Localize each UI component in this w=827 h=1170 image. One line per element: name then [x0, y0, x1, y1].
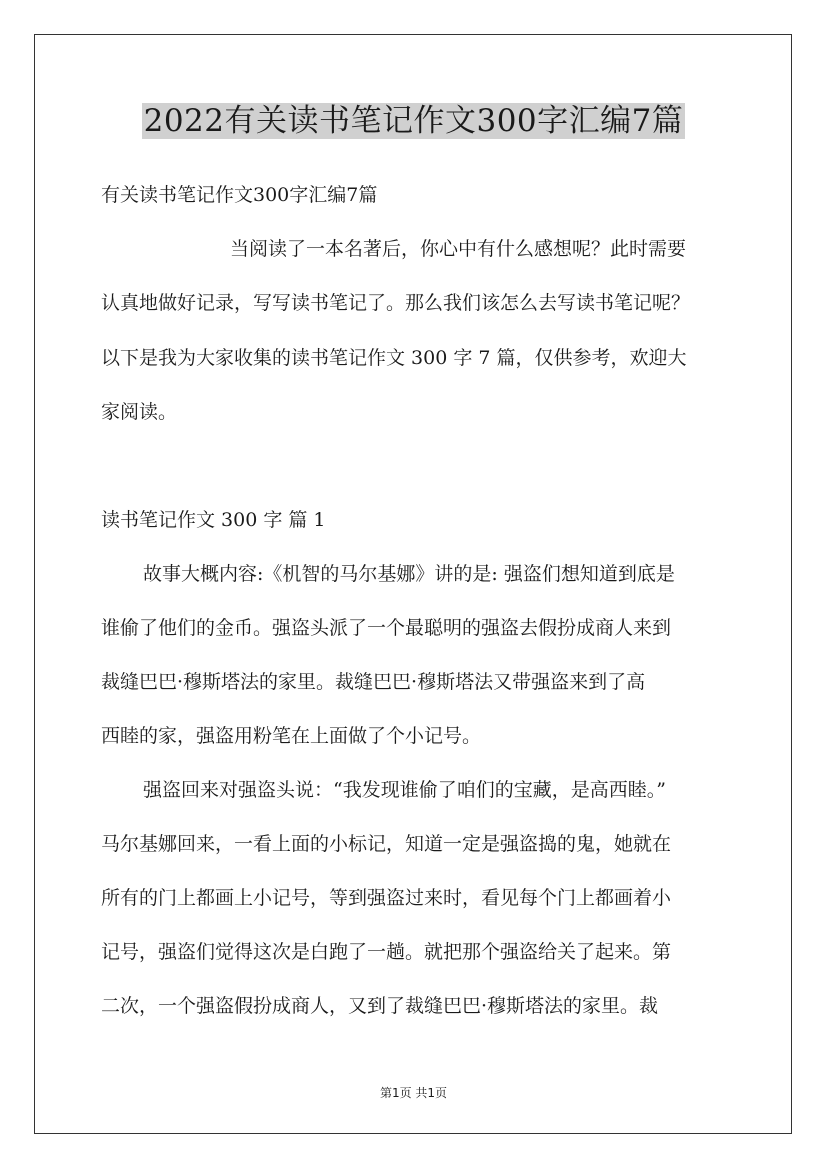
paragraph-line: 记号，强盗们觉得这次是白跑了一趟。就把那个强盗给关了起来。第 [101, 941, 672, 963]
paragraph-line: 马尔基娜回来，一看上面的小标记，知道一定是强盗捣的鬼，她就在 [101, 833, 672, 855]
paragraph-line: 故事大概内容:《机智的马尔基娜》讲的是: 强盗们想知道到底是 [143, 563, 675, 585]
page-footer: 第1页 共1页 [379, 1086, 448, 1100]
paragraph-line: 所有的门上都画上小记号，等到强盗过来时，看见每个门上都画着小 [101, 887, 672, 909]
section-heading: 读书笔记作文 300 字 篇 1 [101, 509, 326, 531]
paragraph-line: 二次，一个强盗假扮成商人，又到了裁缝巴巴·穆斯塔法的家里。裁 [101, 995, 659, 1017]
paragraph-line: 西睦的家，强盗用粉笔在上面做了个小记号。 [101, 725, 482, 747]
paragraph-line: 谁偷了他们的金币。强盗头派了一个最聪明的强盗去假扮成商人来到 [101, 617, 672, 639]
intro-line: 当阅读了一本名著后，你心中有什么感想呢？此时需要 [230, 238, 687, 260]
paragraph-line: 裁缝巴巴·穆斯塔法的家里。裁缝巴巴·穆斯塔法又带强盗来到了高 [101, 671, 646, 693]
paragraph-line: 强盗回来对强盗头说：“我发现谁偷了咱们的宝藏，是高西睦。” [143, 779, 666, 801]
intro-line: 家阅读。 [101, 401, 178, 423]
intro-line: 以下是我为大家收集的读书笔记作文 300 字 7 篇，仅供参考，欢迎大 [101, 347, 687, 369]
subtitle: 有关读书笔记作文300字汇编7篇 [101, 184, 378, 206]
document-title: 2022有关读书笔记作文300字汇编7篇 [143, 103, 684, 139]
intro-line: 认真地做好记录，写写读书笔记了。那么我们该怎么去写读书笔记呢？ [101, 292, 691, 314]
